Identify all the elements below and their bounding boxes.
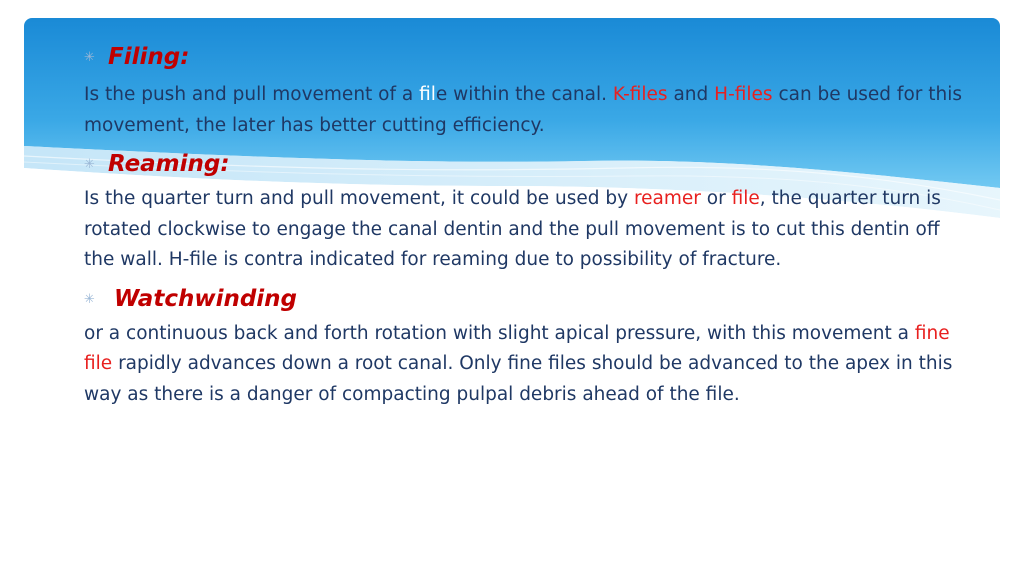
text-run: , the quarter turn is rotated clockwise to engage the canal dentin and the pull movement is to cut this dentin off the wall. H-file is contra indicated for reaming due to possibility of fracture. [84, 188, 941, 270]
text-run-highlight-red: reamer [633, 188, 701, 209]
text-run-highlight-red: K-files [612, 84, 668, 105]
bullet-icon: ✳ [84, 291, 95, 307]
text-run: and [667, 84, 715, 105]
text-run-highlight-red: fine file [84, 322, 950, 374]
heading-watchwinding-text: Watchwinding [114, 285, 298, 312]
text-run-highlight-red: file [731, 188, 760, 209]
heading-watchwinding [84, 284, 974, 314]
paragraph-filing [84, 80, 974, 141]
text-run-highlight-white: fil [419, 84, 436, 105]
paragraph-reaming [84, 184, 974, 276]
paragraph-watchwinding [84, 319, 974, 411]
heading-reaming [84, 149, 974, 179]
text-run: within the canal. [447, 84, 613, 105]
bullet-icon: ✳ [84, 157, 95, 172]
heading-filing-text: Filing: [108, 44, 190, 70]
bullet-icon: ✳ [84, 50, 95, 65]
text-run: or a continuous back and forth rotation with slight apical pressure, with this movement a [84, 322, 915, 344]
text-run: e [435, 84, 448, 105]
heading-filing [84, 42, 974, 72]
text-run: Is the push and pull movement of a [84, 84, 420, 105]
text-run: or [700, 188, 732, 209]
slide-content [84, 38, 974, 410]
text-run: Is the quarter turn and pull movement, it could be used by [84, 188, 634, 209]
text-run-highlight-red: H-files [714, 84, 773, 105]
text-run: can be used for this movement, the later has better cutting efficiency. [84, 84, 963, 136]
heading-reaming-text: Reaming: [108, 151, 230, 177]
text-run: rapidly advances down a root canal. Only fine files should be advanced to the apex in this way as there is a danger of compacting pulpal debris ahead of the file. [84, 353, 953, 405]
